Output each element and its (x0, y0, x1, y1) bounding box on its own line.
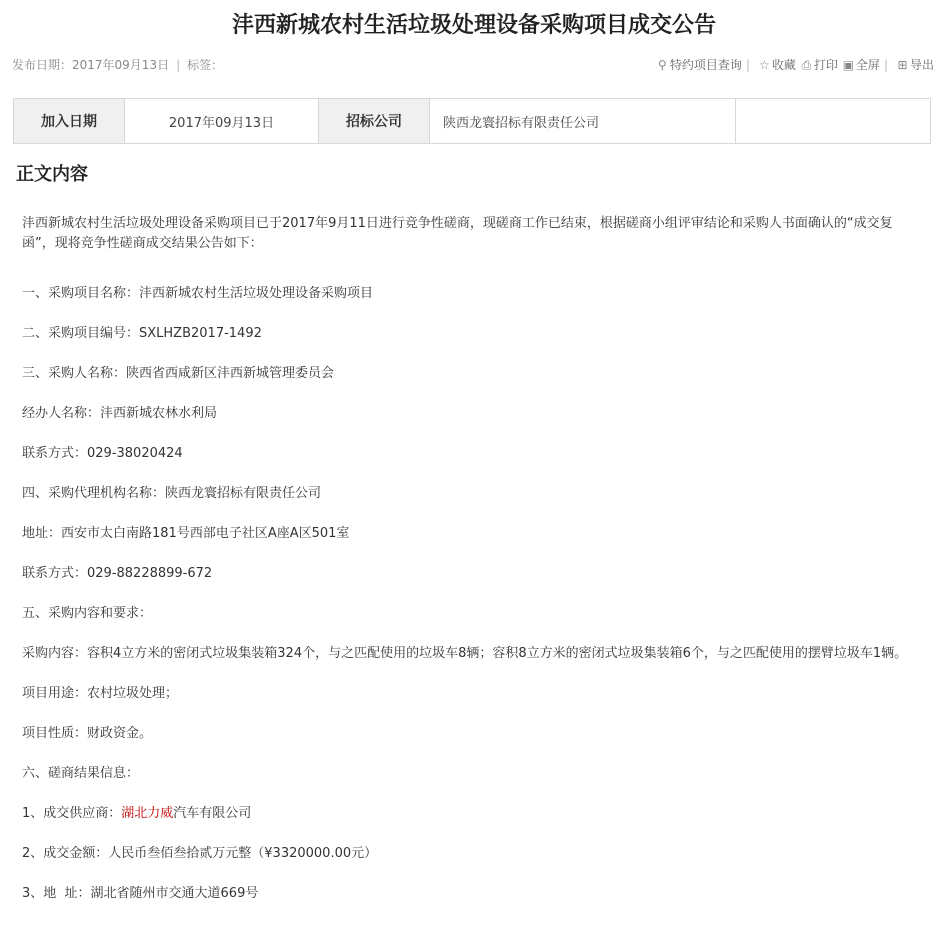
paragraph: 项目性质：财政资金。 (22, 726, 153, 741)
paragraph: 采购内容：容积4立方米的密闭式垃圾集装箱324个，与之匹配使用的垃圾车8辆；容积8立方米的密闭式垃圾集装箱6个，与之匹配使用的摆臂垃圾车1辆。 (22, 646, 908, 661)
paragraph: 三、采购人名称：陕西省西咸新区沣西新城管理委员会 (22, 366, 335, 381)
meta-divider: | (176, 58, 181, 72)
print-label: 打印 (813, 58, 838, 72)
paragraph: 3、地 址：湖北省随州市交通大道669号 (22, 886, 259, 901)
print-button[interactable] (800, 56, 838, 73)
toolbar-divider: | (745, 58, 750, 72)
paragraph: 经办人名称：沣西新城农林水利局 (22, 406, 218, 421)
paragraph: 一、采购项目名称：沣西新城农村生活垃圾处理设备采购项目 (22, 286, 374, 301)
query-label: 特约项目查询 (669, 58, 742, 72)
date-label: 加入日期 (14, 99, 125, 143)
paragraph: 联系方式：029-38020424 (22, 446, 183, 461)
export-button[interactable] (896, 56, 934, 73)
date-value: 2017年09月13日 (125, 99, 319, 143)
info-table (13, 98, 931, 144)
favorite-label: 收藏 (771, 58, 796, 72)
export-icon: ⊞ (897, 58, 908, 72)
toolbar-divider: | (883, 58, 888, 72)
paragraph: 五、采购内容和要求： (22, 606, 153, 621)
info-empty-cell (736, 99, 930, 143)
fullscreen-icon: ▣ (842, 58, 855, 72)
fullscreen-label: 全屏 (855, 58, 880, 72)
page-title: 沣西新城农村生活垃圾处理设备采购项目成交公告 (231, 12, 716, 38)
fullscreen-button[interactable] (842, 56, 880, 73)
search-icon: ⚲ (657, 58, 667, 72)
paragraph: 2、成交金额：人民币叁佰叁拾贰万元整（¥3320000.00元） (22, 846, 378, 861)
meta-bar (12, 56, 934, 72)
supplier-highlight: 湖北力威 (121, 806, 174, 821)
intro-paragraph: 沣西新城农村生活垃圾处理设备采购项目已于2017年9月11日进行竞争性磋商，现磋商工作已结束，根据磋商小组评审结论和采购人书面确认的“成交复函”，现将竞争性磋商成交结果公告如下： (22, 216, 893, 251)
paragraph: 地址：西安市太白南路181号西部电子社区A座A区501室 (22, 526, 350, 541)
toolbar (652, 56, 934, 73)
company-value: 陕西龙寰招标有限责任公司 (430, 99, 736, 143)
company-label: 招标公司 (319, 99, 430, 143)
paragraph: 联系方式：029-88228899-672 (22, 566, 213, 581)
paragraph: 项目用途：农村垃圾处理； (22, 686, 179, 701)
publish-date: 发布日期：2017年09月13日 (12, 58, 170, 72)
tags-label: 标签： (187, 58, 224, 72)
paragraph: 二、采购项目编号：SXLHZB2017-1492 (22, 326, 262, 341)
supplier-prefix: 1、成交供应商： (22, 806, 122, 821)
article-body (22, 214, 917, 904)
supplier-suffix: 汽车有限公司 (173, 806, 252, 821)
paragraph: 六、磋商结果信息： (22, 766, 140, 781)
paragraph: 四、采购代理机构名称：陕西龙寰招标有限责任公司 (22, 486, 322, 501)
favorite-button[interactable] (758, 56, 796, 73)
star-icon: ☆ (759, 58, 770, 72)
supplier-paragraph (22, 804, 917, 824)
export-label: 导出 (909, 58, 934, 72)
meta-left (12, 56, 223, 73)
query-button[interactable] (656, 56, 742, 73)
printer-icon: ⎙ (801, 58, 812, 72)
section-title: 正文内容 (16, 164, 88, 185)
